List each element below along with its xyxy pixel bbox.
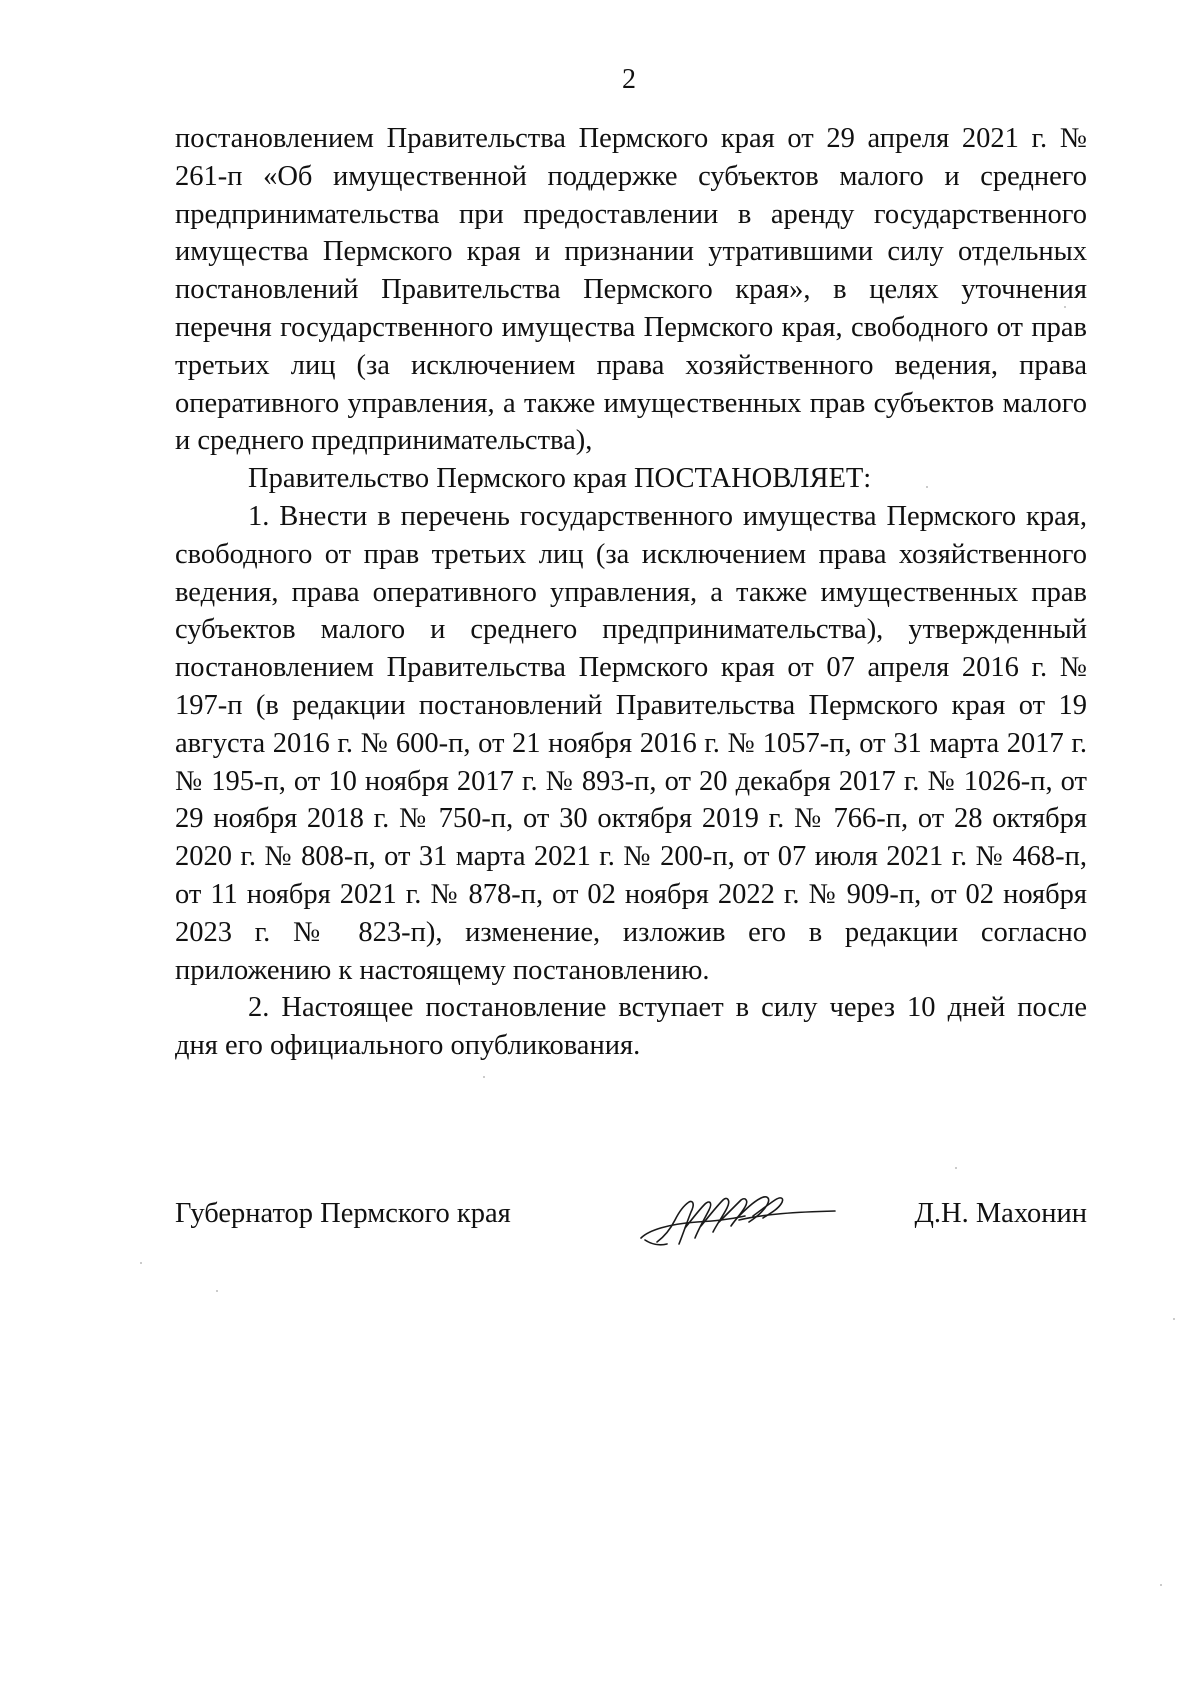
document-body <box>175 120 1087 1065</box>
paragraph-resolves: Правительство Пермского края ПОСТАНОВЛЯЕТ: <box>248 463 872 495</box>
scan-speck <box>140 1262 142 1264</box>
scan-speck <box>1064 306 1066 308</box>
scan-speck <box>1173 1318 1175 1320</box>
paragraph-item-2: 2. Настоящее постановление вступает в силу через 10 дней после дня его официального опубликования. <box>175 992 1087 1062</box>
paragraph-preamble: постановлением Правительства Пермского края от 29 апреля 2021 г. № 261-п «Об имущественной поддержке субъектов малого и среднего предпринимательства при предоставлении в аренду государственного имущества Пермского края и признании утратившими силу отдельных постановлений Правительства Пермского края», в целях уточнения перечня государственного имущества Пермского края, свободного от прав третьих лиц (за исключением права хозяйственного ведения, права оперативного управления, а также имущественных прав субъектов малого и среднего предпринимательства), <box>175 123 1087 457</box>
page-number: 2 <box>622 64 636 95</box>
scan-speck <box>926 486 928 488</box>
scan-speck <box>483 1076 485 1078</box>
scan-speck <box>955 1167 957 1169</box>
scan-speck <box>1160 1584 1162 1586</box>
signatory-title: Губернатор Пермского края <box>175 1198 511 1229</box>
signature-block <box>175 1180 1087 1260</box>
handwritten-signature <box>635 1180 855 1260</box>
paragraph-item-1: 1. Внести в перечень государственного имущества Пермского края, свободного от прав третьих лиц (за исключением права хозяйственного ведения, права оперативного управления, а также имущественных прав субъектов малого и среднего предпринимательства), утвержденный постановлением Правительства Пермского края от 07 апреля 2016 г. № 197-п (в редакции постановлений Правительства Пермского края от 19 августа 2016 г. № 600-п, от 21 ноября 2016 г. № 1057-п, от 31 марта 2017 г. № 195-п, от 10 ноября 2017 г. № 893-п, от 20 декабря 2017 г. № 1026-п, от 29 ноября 2018 г. № 750-п, от 30 октября 2019 г. № 766-п, от 28 октября 2020 г. № 808-п, от 31 марта 2021 г. № 200-п, от 07 июля 2021 г. № 468-п, от 11 ноября 2021 г. № 878-п, от 02 ноября 2022 г. № 909-п, от 02 ноября 2023 г. № 823-п), изменение, изложив его в редакции согласно приложению к настоящему постановлению. <box>175 500 1087 986</box>
signatory-name: Д.Н. Махонин <box>914 1198 1087 1229</box>
scan-speck <box>216 1290 218 1292</box>
